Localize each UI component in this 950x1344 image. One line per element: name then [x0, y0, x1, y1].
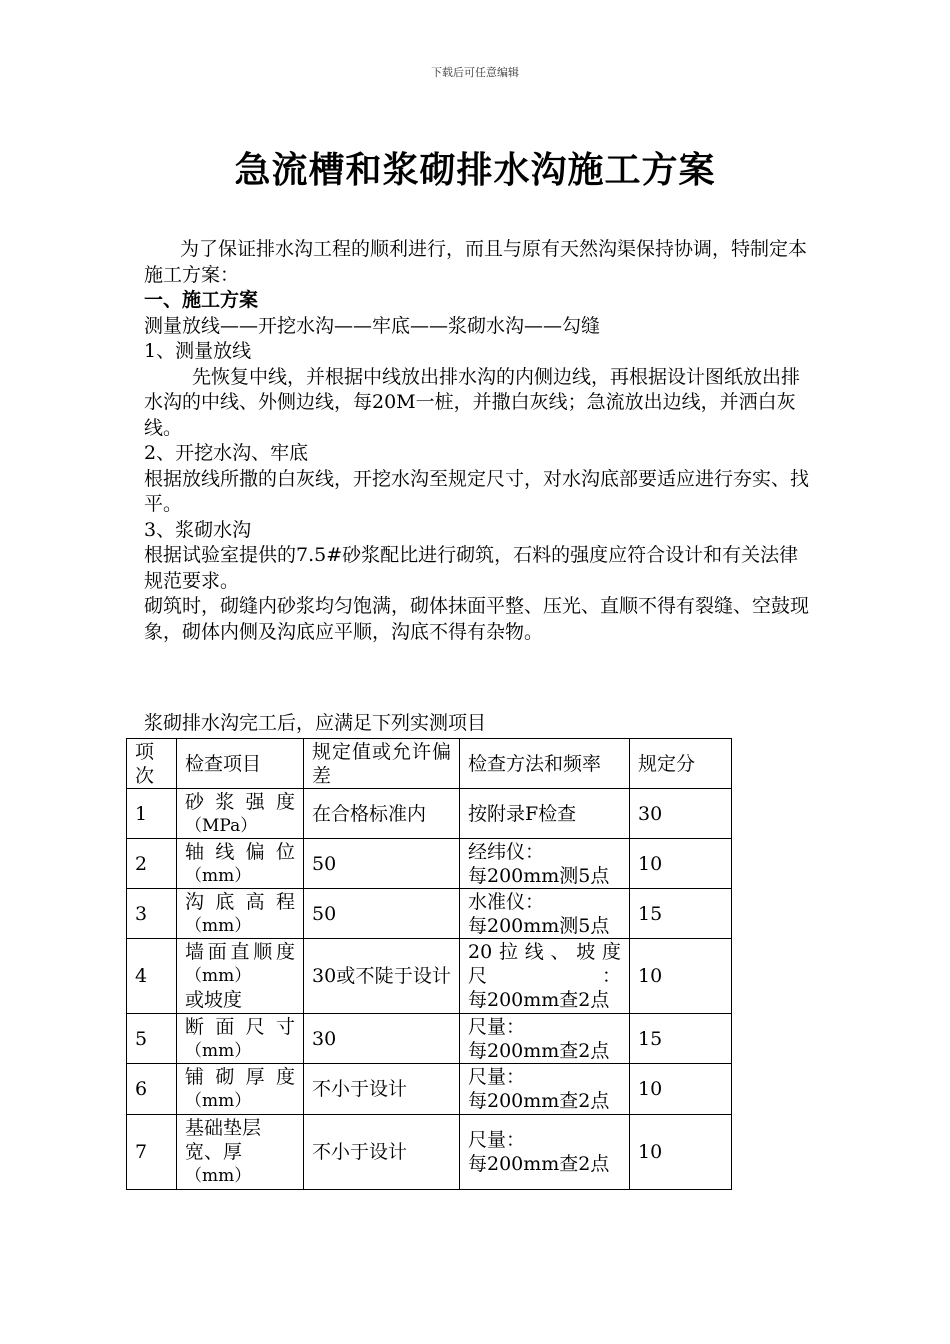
item-extra: 或坡度 [185, 989, 243, 1011]
step3-heading: 3、浆砌水沟 [144, 518, 252, 541]
allowed-value: 在合格标准内 [304, 789, 460, 839]
check-method [460, 1014, 630, 1064]
row-number: 1 [127, 789, 177, 839]
header-cell: 规定值或允许偏差 [304, 739, 460, 789]
document-title: 急流槽和浆砌排水沟施工方案 [234, 149, 716, 191]
row-number: 5 [127, 1014, 177, 1064]
step2-paragraph: 根据放线所撒的白灰线，开挖水沟至规定尺寸，对水沟底部要适应进行夯实、找平。 [144, 467, 810, 515]
row-number: 7 [127, 1115, 177, 1190]
item-unit: （mm） [185, 966, 252, 986]
score: 10 [630, 839, 732, 889]
table-row [127, 789, 732, 839]
check-method [460, 939, 630, 1014]
check-item [177, 1014, 304, 1064]
method-line-1: 经纬仪： [468, 840, 545, 863]
allowed-value: 不小于设计 [304, 1064, 460, 1115]
method-line-1: 尺量： [468, 1129, 526, 1151]
table-row [127, 939, 732, 1014]
item-label: 轴线偏位 [185, 840, 295, 863]
score: 15 [630, 889, 732, 939]
method-line-2: 每200mm测5点 [468, 864, 610, 887]
table-row [127, 1014, 732, 1064]
method-line-2: 每200mm测5点 [468, 914, 610, 937]
score: 10 [630, 1064, 732, 1115]
table-caption: 浆砌排水沟完工后，应满足下列实测项目 [144, 712, 487, 734]
check-method [460, 1115, 630, 1190]
method-line-2: 每200mm查2点 [468, 1090, 610, 1112]
item-unit: （mm） [185, 1040, 252, 1061]
method-line-1: 尺量： [468, 1066, 526, 1088]
row-number: 3 [127, 889, 177, 939]
step3-paragraph-2: 砌筑时，砌缝内砂浆均匀饱满，砌体抹面平整、压光、直顺不得有裂缝、空鼓现象，砌体内侧及沟底应平顺，沟底不得有杂物。 [144, 595, 810, 643]
check-method [460, 889, 630, 939]
header-cell: 项次 [127, 739, 177, 789]
check-item [177, 789, 304, 839]
step2-heading: 2、开挖水沟、牢底 [144, 442, 309, 464]
check-method [460, 839, 630, 889]
item-label: 沟底高程 [185, 890, 295, 913]
score: 10 [630, 939, 732, 1014]
table-row [127, 1064, 732, 1115]
inspection-table [126, 738, 732, 1190]
score: 15 [630, 1014, 732, 1064]
process-flow: 测量放线——开挖水沟——牢底——浆砌水沟——勾缝 [144, 314, 601, 337]
allowed-value: 50 [304, 889, 460, 939]
method-line-2: 每200mm查2点 [468, 989, 610, 1011]
allowed-value: 30或不陡于设计 [304, 939, 460, 1014]
header-cell: 规定分 [630, 739, 732, 789]
table-row [127, 889, 732, 939]
row-number: 2 [127, 839, 177, 889]
table-row [127, 839, 732, 889]
allowed-value: 30 [304, 1014, 460, 1064]
check-item [177, 839, 304, 889]
score: 10 [630, 1115, 732, 1190]
item-label: 铺砌厚度 [185, 1066, 295, 1088]
method-line-2: 每200mm查2点 [468, 1039, 610, 1062]
row-number: 6 [127, 1064, 177, 1115]
header-note: 下载后可任意编辑 [431, 66, 519, 79]
method-line-1: 水准仪： [468, 890, 545, 913]
allowed-value: 50 [304, 839, 460, 889]
item-unit: （mm） [185, 915, 252, 936]
header-cell: 检查方法和频率 [460, 739, 630, 789]
item-unit: （mm） [185, 1166, 252, 1186]
item-unit: （MPa） [185, 815, 258, 836]
document-body [144, 237, 816, 645]
table-row [127, 1115, 732, 1190]
step3-paragraph-1: 根据试验室提供的7.5#砂浆配比进行砌筑，石料的强度应符合设计和有关法律规范要求。 [144, 544, 799, 592]
item-label: 断面尺寸 [185, 1015, 295, 1038]
check-item [177, 1064, 304, 1115]
method-line-1: 按附录F检查 [468, 802, 577, 825]
method-line-2: 每200mm查2点 [468, 1153, 610, 1175]
table-header-row [127, 739, 732, 789]
method-line-1: 尺量： [468, 1015, 526, 1038]
step1-paragraph: 先恢复中线，并根据中线放出排水沟的内侧边线，再根据设计图纸放出排水沟的中线、外侧边线，每20M一桩，并撒白灰线；急流放出边线，并洒白灰线。 [144, 365, 801, 439]
check-item [177, 889, 304, 939]
check-item [177, 939, 304, 1014]
item-label: 墙面直顺度 [185, 941, 295, 963]
section-heading: 一、施工方案 [144, 289, 259, 311]
score: 30 [630, 789, 732, 839]
step1-heading: 1、测量放线 [144, 340, 252, 362]
check-method [460, 1064, 630, 1115]
header-cell: 检查项目 [177, 739, 304, 789]
item-label: 基础垫层宽、厚 [185, 1117, 262, 1163]
method-line-1: 20拉线、坡度尺： [468, 941, 621, 987]
allowed-value: 不小于设计 [304, 1115, 460, 1190]
check-method [460, 789, 630, 839]
row-number: 4 [127, 939, 177, 1014]
intro-paragraph: 为了保证排水沟工程的顺利进行，而且与原有天然沟渠保持协调，特制定本施工方案： [144, 238, 808, 286]
item-unit: （mm） [185, 865, 252, 886]
item-unit: （mm） [185, 1091, 252, 1111]
check-item [177, 1115, 304, 1190]
item-label: 砂浆强度 [185, 790, 295, 813]
